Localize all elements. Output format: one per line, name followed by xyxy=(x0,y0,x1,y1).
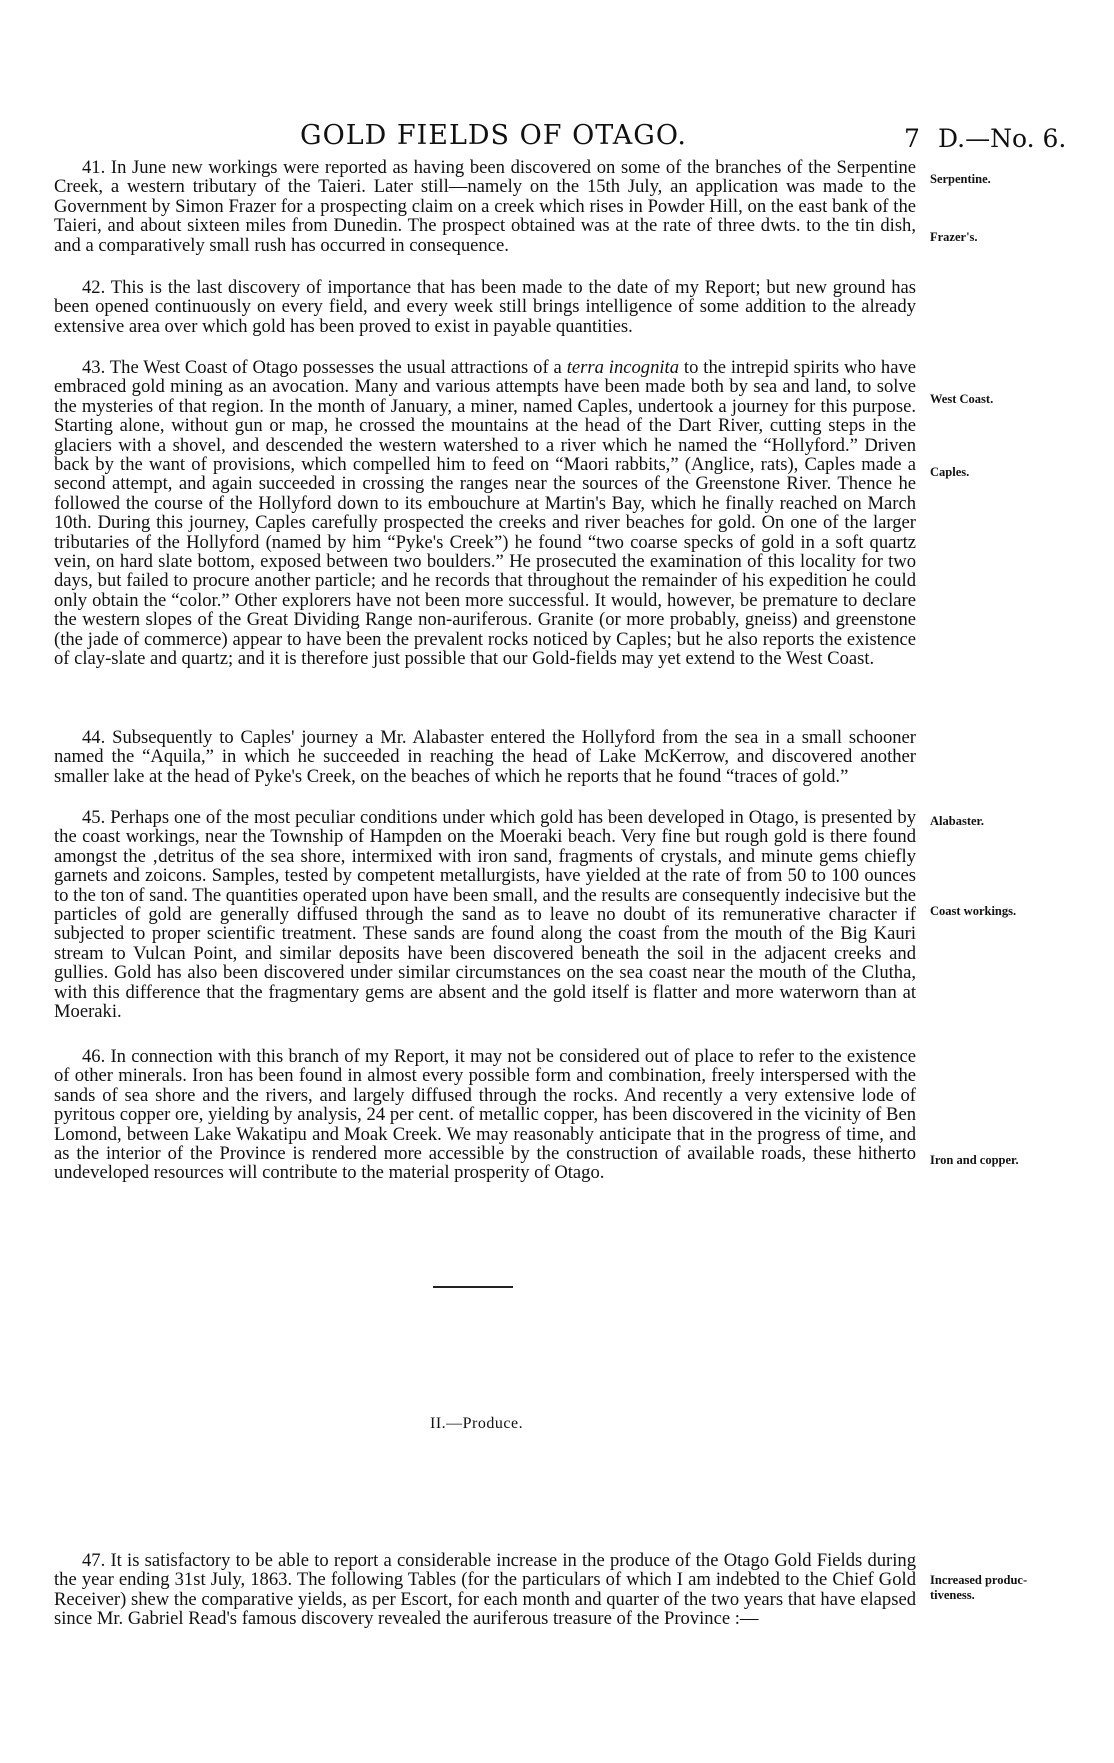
document-reference: D.—No. 6. xyxy=(938,124,1067,153)
paragraph-45: 45. Perhaps one of the most peculiar conditions under which gold has been developed in Otago, is presented by the coast workings, near the Township of Hampden on the Moeraki beach. Very fine but rough gold is there found amongst the ‚detritus of the sea shore, intermixed with iron sand, fragments of crystals, and minute gems chiefly garnets and zoicons. Samples, tested by competent metallurgists, have yielded at the rate of from 50 to 100 ounces to the ton of sand. The quantities operated upon have been small, and the results are consequently indecisive but the particles of gold are generally diffused through the sand as to leave no doubt of its remunerative character if subjected to proper scientific treatment. These sands are found along the coast from the mouth of the Big Kauri stream to Vulcan Point, and similar deposits have been discovered beneath the soil in the adjacent creeks and gullies. Gold has also been discovered under similar circumstances on the sea coast near the mouth of the Clutha, with this difference that the fragmentary gems are absent and the gold itself is flatter and more waterworn than at Moeraki. xyxy=(54,807,916,1023)
margin-note-caples: Caples. xyxy=(930,465,970,479)
margin-note-alabaster: Alabaster. xyxy=(930,814,985,828)
paragraph-43 xyxy=(54,358,916,669)
paragraph-41: 41. In June new workings were reported as having been discovered on some of the branches of the Serpentine Creek, a western tributary of the Taieri. Later still—namely on the 15th July, an application was made to the Government by Simon Frazer for a prospecting claim on a creek which rises in Powder Hill, on the east bank of the Taieri, and about sixteen miles from Dunedin. The prospect obtained was at the rate of three dwts. to the tin dish, and a comparatively small rush has occurred in consequence. xyxy=(54,157,916,256)
page-number: 7 xyxy=(904,124,920,153)
paragraph-47: 47. It is satisfactory to be able to report a considerable increase in the produce of the Otago Gold Fields during the year ending 31st July, 1863. The following Tables (for the particulars of which I am indebted to the Chief Gold Receiver) shew the comparative yields, as per Escort, for each month and quarter of the two years that have elapsed since Mr. Gabriel Read's famous discovery revealed the auriferous treasure of the Province :— xyxy=(54,1550,916,1630)
margin-note-frazers: Frazer's. xyxy=(930,230,978,244)
paragraph-43-rest: to the intrepid spirits who have embraced gold mining as an avocation. Many and various attempts have been made both by sea and land, to solve the mysteries of that region. In the month of January, a miner, named Caples, undertook a journey for this purpose. Starting alone, without gun or map, he crossed the mountains at the head of the Dart River, cutting steps in the glaciers with a shovel, and descended the western watershed to a river which he named the “Hollyford.” Driven back by the want of provisions, which compelled him to feed on “Maori rabbits,” (Anglice, rats), Caples made a second attempt, and again succeeded in crossing the ranges near the sources of the Greenstone River. Thence he followed the course of the Hollyford down to its embouchure at Martin's Bay, which he finally reached on March 10th. During this journey, Caples carefully prospected the creeks and river beaches for gold. On one of the larger tributaries of the Hollyford (named by him “Pyke's Creek”) he found “two coarse specks of gold in a soft quartz vein, on hard slate bottom, exposed between two boulders.” He prosecuted the examination of this locality for two days, but failed to procure another particle; and he records that throughout the remainder of his expedition he could only obtain the “color.” Other explorers have not been more successful. It would, however, be premature to declare the western slopes of the Great Dividing Range non-auriferous. Granite (or more probably, gneiss) and greenstone (the jade of commerce) appear to have been the prevalent rocks noticed by Caples; but he also reports the existence of clay-slate and quartz; and it is therefore just possible that our Gold-fields may yet extend to the West Coast. xyxy=(54,357,916,670)
margin-note-coast-workings: Coast workings. xyxy=(930,904,1017,918)
margin-note-west-coast: West Coast. xyxy=(930,392,994,406)
paragraph-46: 46. In connection with this branch of my Report, it may not be considered out of place to refer to the existence of other minerals. Iron has been found in almost every possible form and combination, freely interspersed with the sands of sea shore and the rivers, and largely diffused through the rocks. And recently a very extensive lode of pyritous copper ore, yielding by analysis, 24 per cent. of metallic copper, has been discovered in the vicinity of Ben Lomond, between Lake Wakatipu and Moak Creek. We may reasonably anticipate that in the progress of time, and as the interior of the Province is rendered more accessible by the construction of available roads, these hitherto undeveloped resources will contribute to the material prosperity of Otago. xyxy=(54,1046,916,1184)
paragraph-43-italic: terra incognita xyxy=(566,357,680,378)
margin-note-iron-copper: Iron and copper. xyxy=(930,1153,1019,1167)
paragraph-43-lead: 43. The West Coast of Otago possesses the usual attractions of a xyxy=(82,357,567,378)
margin-note-increased-line1: Increased produc- xyxy=(930,1573,1028,1587)
margin-note-increased-line2: tiveness. xyxy=(930,1588,975,1602)
paragraph-44: 44. Subsequently to Caples' journey a Mr. Alabaster entered the Hollyford from the sea in a small schooner named the “Aquila,” in which he succeeded in reaching the head of Lake McKerrow, and discovered another smaller lake at the head of Pyke's Creek, on the beaches of which he reports that he found “traces of gold.” xyxy=(54,727,916,787)
paragraph-42: 42. This is the last discovery of importance that has been made to the date of my Report; but new ground has been opened continuously on every field, and every week still brings intelligence of some addition to the already extensive area over which gold has been proved to exist in payable quantities. xyxy=(54,277,916,337)
margin-note-serpentine: Serpentine. xyxy=(930,172,991,186)
page-title: GOLD FIELDS OF OTAGO. xyxy=(300,120,687,151)
section-divider xyxy=(433,1286,513,1288)
section-heading: II.—Produce. xyxy=(430,1415,524,1432)
